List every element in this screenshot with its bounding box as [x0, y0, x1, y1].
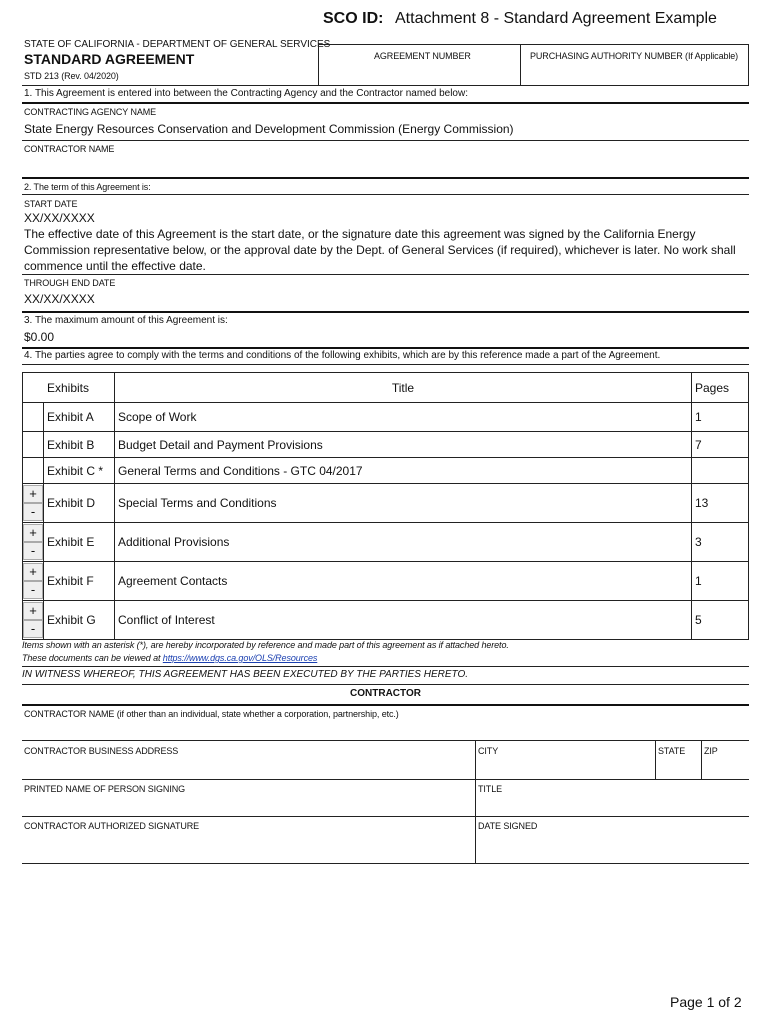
form-number: STD 213 (Rev. 04/2020)	[24, 71, 119, 81]
exhibit-label: Exhibit B	[44, 432, 115, 458]
signature-field[interactable]	[24, 834, 470, 860]
purchasing-authority-input[interactable]	[526, 63, 746, 83]
table-row	[23, 403, 749, 432]
contractor-entity-label: CONTRACTOR NAME (if other than an individual, state whether a corporation, partnership, etc.)	[24, 709, 399, 719]
table-row	[23, 458, 749, 484]
date-signed-input[interactable]	[478, 838, 748, 856]
add-row-button[interactable]: +	[23, 485, 43, 503]
section1-intro: 1. This Agreement is entered into between the Contracting Agency and the Contractor named below:	[24, 88, 468, 99]
exhibit-title[interactable]: Special Terms and Conditions	[115, 484, 692, 523]
max-amount-value[interactable]: $0.00	[24, 330, 55, 344]
title-label: TITLE	[478, 784, 503, 794]
signature-label: CONTRACTOR AUTHORIZED SIGNATURE	[24, 821, 200, 831]
pages-col-header: Pages	[692, 373, 749, 403]
exhibit-title[interactable]: Agreement Contacts	[115, 562, 692, 601]
table-row	[23, 432, 749, 458]
printed-name-input[interactable]	[24, 797, 474, 815]
page-number: Page 1 of 2	[670, 994, 742, 1010]
business-address-label: CONTRACTOR BUSINESS ADDRESS	[24, 746, 179, 756]
table-row	[23, 601, 749, 640]
business-address-input[interactable]	[24, 759, 474, 777]
attachment-title: Attachment 8 - Standard Agreement Example	[395, 10, 717, 27]
purchasing-authority-label: PURCHASING AUTHORITY NUMBER (If Applicable)	[530, 51, 739, 61]
exhibit-label: Exhibit A	[44, 403, 115, 432]
exhibit-title[interactable]: Scope of Work	[115, 403, 692, 432]
exhibit-pages[interactable]: 5	[692, 601, 749, 640]
exhibit-title[interactable]: Additional Provisions	[115, 523, 692, 562]
exhibits-col-header: Exhibits	[23, 373, 115, 403]
contractor-entity-input[interactable]	[24, 722, 748, 740]
exhibit-title[interactable]: General Terms and Conditions - GTC 04/2017	[115, 458, 692, 484]
exhibit-pages[interactable]: 13	[692, 484, 749, 523]
exhibit-label: Exhibit G	[44, 601, 115, 640]
dgs-resources-link[interactable]: https://www.dgs.ca.gov/OLS/Resources	[162, 653, 318, 663]
city-label: CITY	[478, 746, 499, 756]
exhibit-pages[interactable]: 1	[692, 562, 749, 601]
exhibit-title[interactable]: Budget Detail and Payment Provisions	[115, 432, 692, 458]
remove-row-button[interactable]: -	[23, 620, 43, 638]
start-date-label: START DATE	[24, 199, 78, 209]
sco-id-label: SCO ID:	[323, 10, 384, 27]
asterisk-note: Items shown with an asterisk (*), are hereby incorporated by reference and made part of this agreement as if attached hereto.	[22, 640, 509, 650]
agreement-number-label: AGREEMENT NUMBER	[374, 51, 471, 61]
contractor-heading: CONTRACTOR	[350, 688, 421, 699]
table-row	[23, 484, 749, 523]
documents-viewed-note: These documents can be viewed at https://www.dgs.ca.gov/OLS/Resources	[22, 653, 318, 663]
add-row-button[interactable]: +	[23, 602, 43, 620]
end-date-label: THROUGH END DATE	[24, 278, 116, 288]
exhibit-pages[interactable]: 3	[692, 523, 749, 562]
table-row	[23, 562, 749, 601]
start-date-value[interactable]: XX/XX/XXXX	[24, 211, 95, 225]
printed-name-label: PRINTED NAME OF PERSON SIGNING	[24, 784, 186, 794]
witness-statement: IN WITNESS WHEREOF, THIS AGREEMENT HAS BEEN EXECUTED BY THE PARTIES HERETO.	[22, 669, 469, 680]
city-input[interactable]	[478, 759, 654, 777]
title-col-header: Title	[115, 373, 692, 403]
agency-name-value[interactable]: State Energy Resources Conservation and Development Commission (Energy Commission)	[24, 122, 514, 136]
remove-row-button[interactable]: -	[23, 503, 43, 521]
exhibit-label: Exhibit E	[44, 523, 115, 562]
add-row-button[interactable]: +	[23, 524, 43, 542]
effective-date-text: The effective date of this Agreement is the start date, or the signature date this agreement was signed by the California Energy Commission representative below, or the approval date by the Dept. of General Services (if required), whichever is later. No work shall commence until the effective date.	[24, 227, 736, 273]
exhibit-pages[interactable]: 1	[692, 403, 749, 432]
state-input[interactable]	[658, 759, 702, 777]
zip-label: ZIP	[704, 746, 718, 756]
end-date-value[interactable]: XX/XX/XXXX	[24, 292, 95, 306]
form-title: STANDARD AGREEMENT	[24, 51, 195, 67]
table-row	[23, 523, 749, 562]
exhibit-pages[interactable]	[692, 458, 749, 484]
exhibit-pages[interactable]: 7	[692, 432, 749, 458]
exhibits-agreement-label: 4. The parties agree to comply with the terms and conditions of the following exhibits, which are by this reference made a part of the Agreement.	[24, 350, 661, 361]
agreement-number-input[interactable]	[324, 63, 518, 83]
zip-input[interactable]	[704, 759, 750, 777]
exhibit-title[interactable]: Conflict of Interest	[115, 601, 692, 640]
contractor-name-label: CONTRACTOR NAME	[24, 144, 115, 154]
state-label: STATE	[658, 746, 686, 756]
exhibit-label: Exhibit C *	[44, 458, 115, 484]
exhibits-header-row	[23, 373, 749, 403]
title-input[interactable]	[478, 797, 748, 815]
exhibit-label: Exhibit D	[44, 484, 115, 523]
contractor-name-input[interactable]	[24, 158, 748, 178]
date-signed-label: DATE SIGNED	[478, 821, 538, 831]
term-label: 2. The term of this Agreement is:	[24, 182, 151, 192]
add-row-button[interactable]: +	[23, 563, 43, 581]
remove-row-button[interactable]: -	[23, 542, 43, 560]
agency-name-label: CONTRACTING AGENCY NAME	[24, 107, 157, 117]
exhibit-label: Exhibit F	[44, 562, 115, 601]
max-amount-label: 3. The maximum amount of this Agreement is:	[24, 315, 228, 326]
sco-id-input[interactable]	[375, 11, 393, 31]
exhibits-table	[22, 372, 749, 640]
remove-row-button[interactable]: -	[23, 581, 43, 599]
state-dept-label: STATE OF CALIFORNIA - DEPARTMENT OF GENERAL SERVICES	[24, 39, 331, 50]
